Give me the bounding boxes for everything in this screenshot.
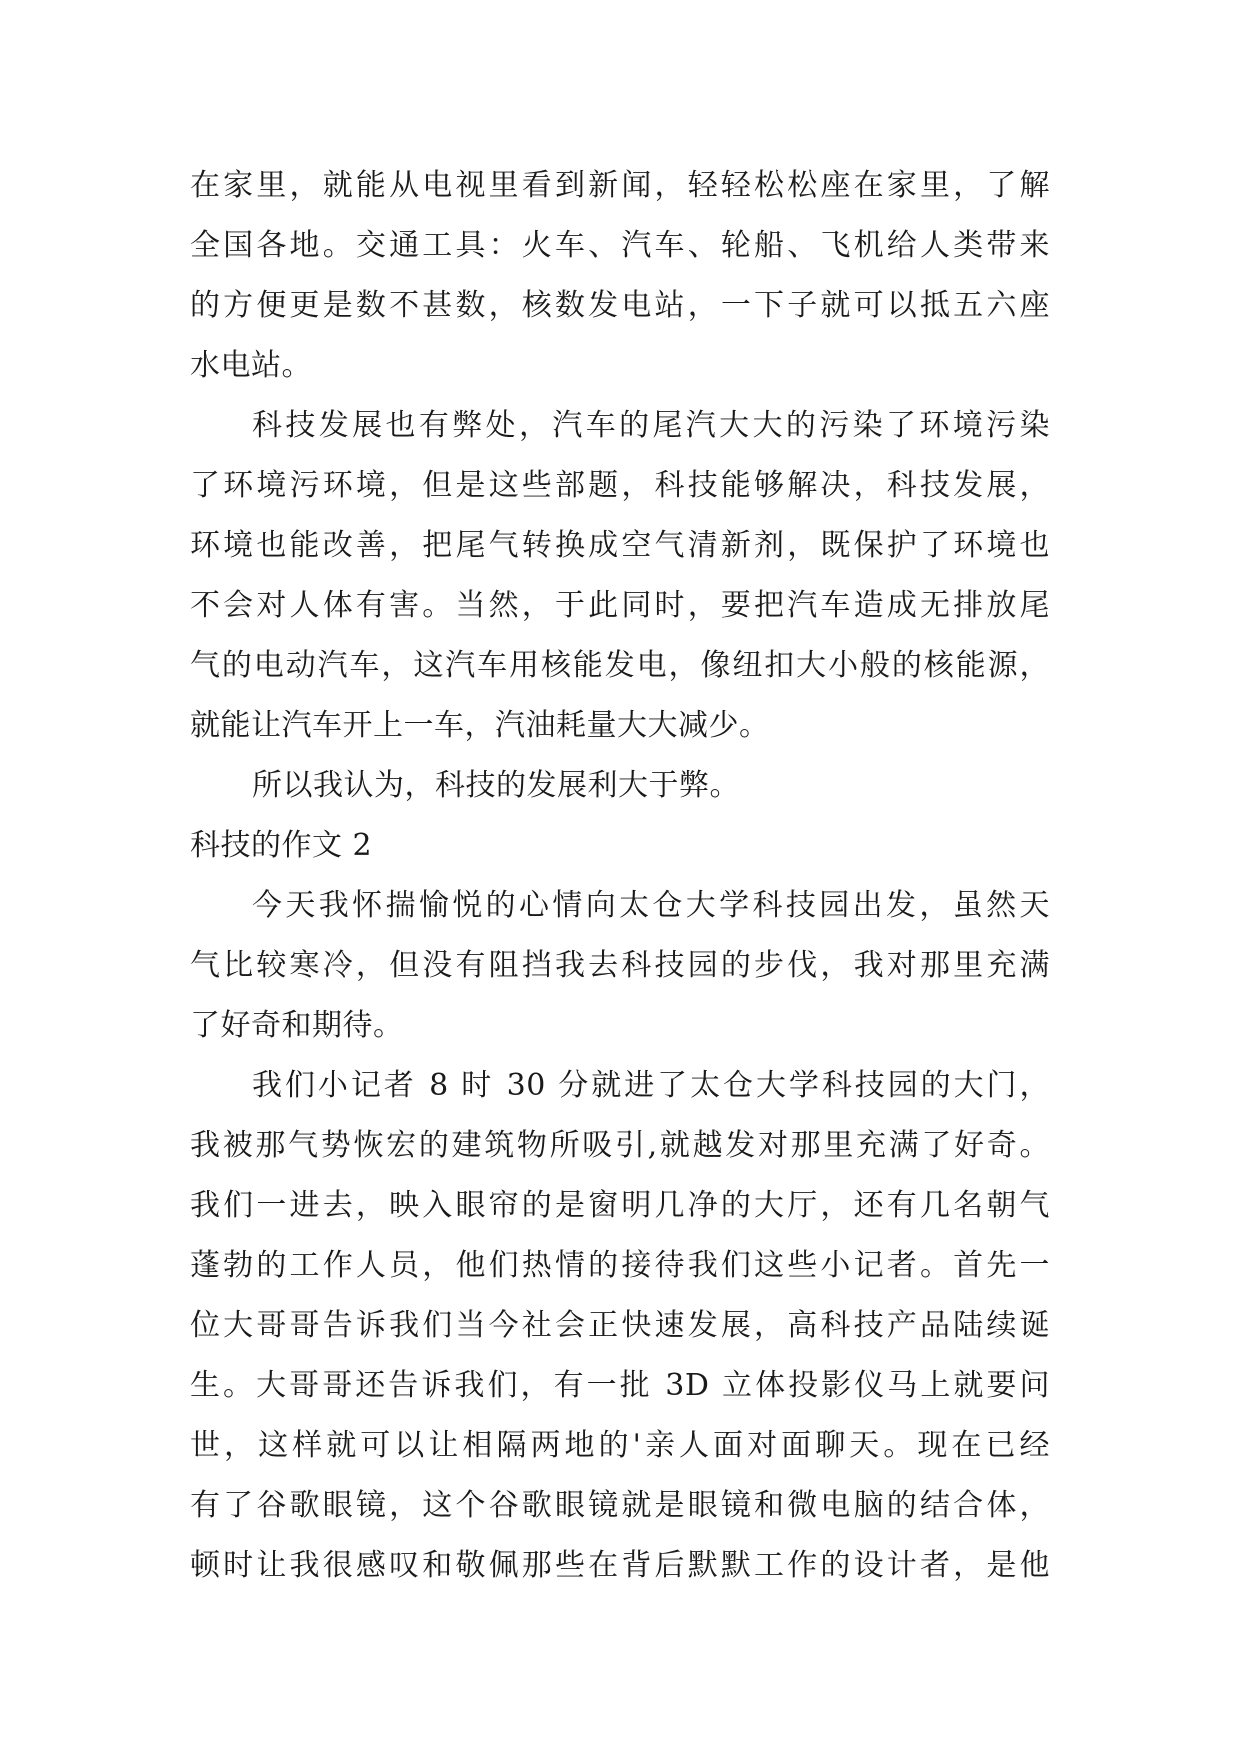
text-line: 气比较寒冷，但没有阻挡我去科技园的步伐，我对那里充满	[190, 948, 1050, 983]
document-body	[190, 156, 1050, 1596]
text-line: 的方便更是数不甚数，核数发电站，一下子就可以抵五六座	[190, 288, 1050, 323]
paragraph-first-line: 今天我怀揣愉悦的心情向太仓大学科技园出发，虽然天	[252, 888, 1050, 923]
text-line: 环境也能改善，把尾气转换成空气清新剂，既保护了环境也	[190, 528, 1050, 563]
text-line: 有了谷歌眼镜，这个谷歌眼镜就是眼镜和微电脑的结合体，	[190, 1488, 1050, 1523]
text-line: 蓬勃的工作人员，他们热情的接待我们这些小记者。首先一	[190, 1248, 1050, 1283]
text-line: 世，这样就可以让相隔两地的'亲人面对面聊天。现在已经	[190, 1428, 1050, 1463]
text-line: 顿时让我很感叹和敬佩那些在背后默默工作的设计者，是他	[190, 1548, 1050, 1583]
text-line: 我们一进去，映入眼帘的是窗明几净的大厅，还有几名朝气	[190, 1188, 1050, 1223]
text-line: 生。大哥哥还告诉我们，有一批 3D 立体投影仪马上就要问	[190, 1368, 1050, 1403]
text-line: 气的电动汽车，这汽车用核能发电，像纽扣大小般的核能源，	[190, 648, 1050, 683]
text-line: 我被那气势恢宏的建筑物所吸引,就越发对那里充满了好奇。	[190, 1128, 1050, 1163]
text-line: 位大哥哥告诉我们当今社会正快速发展，高科技产品陆续诞	[190, 1308, 1050, 1343]
paragraph-first-line: 所以我认为，科技的发展利大于弊。	[252, 768, 740, 803]
text-line: 不会对人体有害。当然，于此同时，要把汽车造成无排放尾	[190, 588, 1050, 623]
paragraph-first-line: 科技发展也有弊处，汽车的尾汽大大的污染了环境污染	[252, 408, 1050, 443]
text-line: 了好奇和期待。	[190, 1008, 404, 1043]
text-line: 水电站。	[190, 348, 312, 383]
text-line: 全国各地。交通工具：火车、汽车、轮船、飞机给人类带来	[190, 228, 1050, 263]
section-heading: 科技的作文 2	[190, 828, 373, 863]
text-line: 了环境污环境，但是这些部题，科技能够解决，科技发展，	[190, 468, 1050, 503]
text-line: 就能让汽车开上一车，汽油耗量大大减少。	[190, 708, 770, 743]
paragraph-first-line: 我们小记者 8 时 30 分就进了太仓大学科技园的大门，	[252, 1068, 1050, 1103]
text-line: 在家里，就能从电视里看到新闻，轻轻松松座在家里，了解	[190, 168, 1050, 203]
